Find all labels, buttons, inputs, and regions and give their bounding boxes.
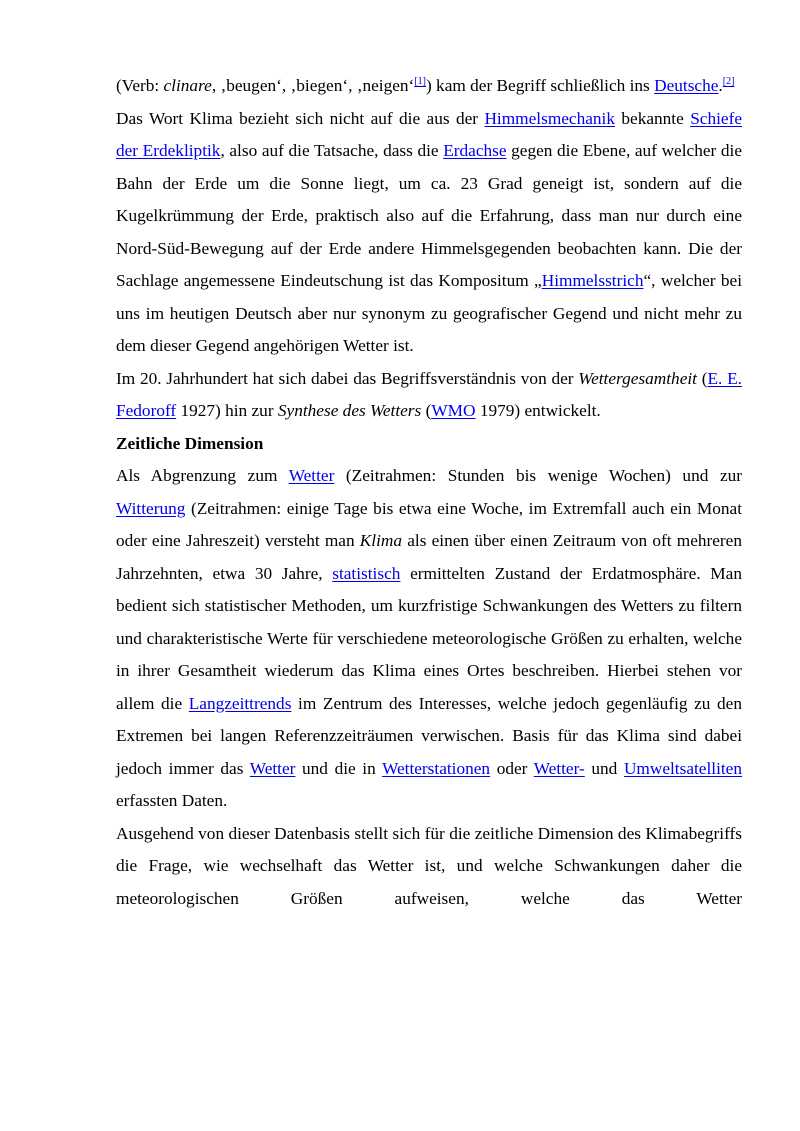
link-langzeittrends[interactable]: Langzeittrends	[188, 693, 292, 713]
text-run: (Verb:	[116, 76, 164, 95]
paragraph-time-dimension	[116, 460, 742, 818]
link-wetter[interactable]: Wetter	[288, 466, 335, 485]
link-fedoroff[interactable]: E. E. Fedoroff	[116, 368, 742, 420]
footnote-link-2[interactable]: [2]	[722, 76, 735, 87]
paragraph-20th-century	[116, 363, 742, 428]
text-run: (	[696, 368, 708, 388]
text-run: Ausgehend von dieser Datenbasis stellt sich für die zeitliche Dimension des Klimabegriffs die Frage, wie wechselhaft das Wetter ist, und welche Schwankungen daher die meteorologischen Größen aufweisen, welche das Wetter	[116, 823, 742, 908]
link-wmo[interactable]: WMO	[431, 401, 476, 420]
text-run: ermittelten Zustand der Erdatmosphäre. Man bedient sich statistischer Methoden, um kurzfristige Schwankungen des Wetters zu filtern und charakteristische Werte für verschiedene meteorologische Größen zu erhalten, welche in ihrer Gesamtheit wiederum das Klima eines Ortes beschreiben. Hierbei stehen vor allem die	[116, 563, 742, 713]
text-run: 1927) hin zur	[176, 401, 278, 420]
document-page	[116, 70, 742, 915]
text-run: und die in	[295, 758, 383, 778]
text-run: gegen die Ebene, auf welcher die Bahn der Erde um die Sonne liegt, um ca. 23 Grad geneigt ist, sondern auf die Kugelkrümmung der Erde, praktisch also auf die Erfahrung, dass man nur durch eine Nord-Süd-Bewegung auf der Erde andere Himmelsgegenden beobachten kann. Die der Sachlage angemessene Eindeutschung ist das Kompositum „	[116, 141, 742, 290]
link-wetter-2[interactable]: Wetter	[249, 758, 296, 778]
text-run: (	[421, 401, 432, 420]
link-himmelsmechanik[interactable]: Himmelsmechanik	[484, 108, 615, 128]
footnote-ref-2	[723, 76, 735, 87]
text-run: als einen über einen Zeitraum von oft mehreren Jahrzehnten, etwa 30 Jahre,	[116, 531, 742, 583]
link-statistisch[interactable]: statistisch	[332, 563, 401, 583]
footnote-ref-1	[414, 76, 426, 87]
text-run: (Zeitrahmen: Stunden bis wenige Wochen) und zur	[334, 466, 743, 485]
text-run: ) kam der Begriff schließlich ins	[425, 76, 655, 95]
link-schiefe-der-erdekliptik[interactable]: Schiefe der Erdekliptik	[116, 108, 743, 160]
paragraph-etymology-end	[116, 70, 742, 103]
text-run: und	[584, 758, 624, 778]
link-wetter-satelliten[interactable]: Wetter-	[533, 758, 585, 778]
link-deutsche[interactable]: Deutsche	[654, 76, 719, 95]
link-umweltsatelliten[interactable]: Umweltsatelliten	[623, 758, 742, 778]
text-run: (Zeitrahmen: einige Tage bis etwa eine Woche, im Extremfall auch ein Monat oder eine Jahreszeit) versteht man	[116, 498, 742, 550]
text-run: im Zentrum des Interesses, welche jedoch gegenläufig zu den Extremen bei langen Referenzzeiträumen verwischen. Basis für das Klima sind dabei jedoch immer das	[116, 693, 742, 778]
link-wetterstationen[interactable]: Wetterstationen	[382, 758, 491, 778]
paragraph-klima-word	[116, 103, 742, 363]
text-run-italic: Synthese des Wetters	[277, 401, 422, 420]
text-run: .	[718, 76, 723, 95]
text-run: Im 20. Jahrhundert hat sich dabei das Begriffsverständnis von der	[116, 368, 579, 388]
section-heading: Zeitliche Dimension	[116, 433, 264, 453]
paragraph-data-basis	[116, 818, 742, 916]
link-witterung[interactable]: Witterung	[116, 498, 186, 518]
text-run: “, welcher bei uns im heutigen Deutsch aber nur synonym zu geografischer Gegend und nicht mehr zu dem dieser Gegend angehörigen Wetter ist.	[116, 271, 742, 355]
text-run: , ‚beugen‘, ‚biegen‘, ‚neigen‘	[211, 76, 415, 95]
text-run-italic: Klima	[359, 531, 403, 550]
text-run: oder	[490, 758, 534, 778]
text-run-italic: clinare	[163, 76, 212, 95]
text-run: , also auf die Tatsache, dass die	[220, 141, 444, 160]
text-run: 1979) entwickelt.	[475, 401, 601, 420]
link-himmelsstrich[interactable]: Himmelsstrich	[541, 271, 644, 290]
text-run: Das Wort Klima bezieht sich nicht auf die aus der	[116, 108, 485, 128]
text-run: erfassten Daten.	[116, 791, 228, 810]
text-run-italic: Wettergesamtheit	[578, 368, 697, 388]
text-run: Als Abgrenzung zum	[116, 466, 289, 485]
link-erdachse[interactable]: Erdachse	[443, 141, 507, 160]
text-run: bekannte	[615, 108, 691, 128]
footnote-link-1[interactable]: [1]	[414, 76, 426, 87]
